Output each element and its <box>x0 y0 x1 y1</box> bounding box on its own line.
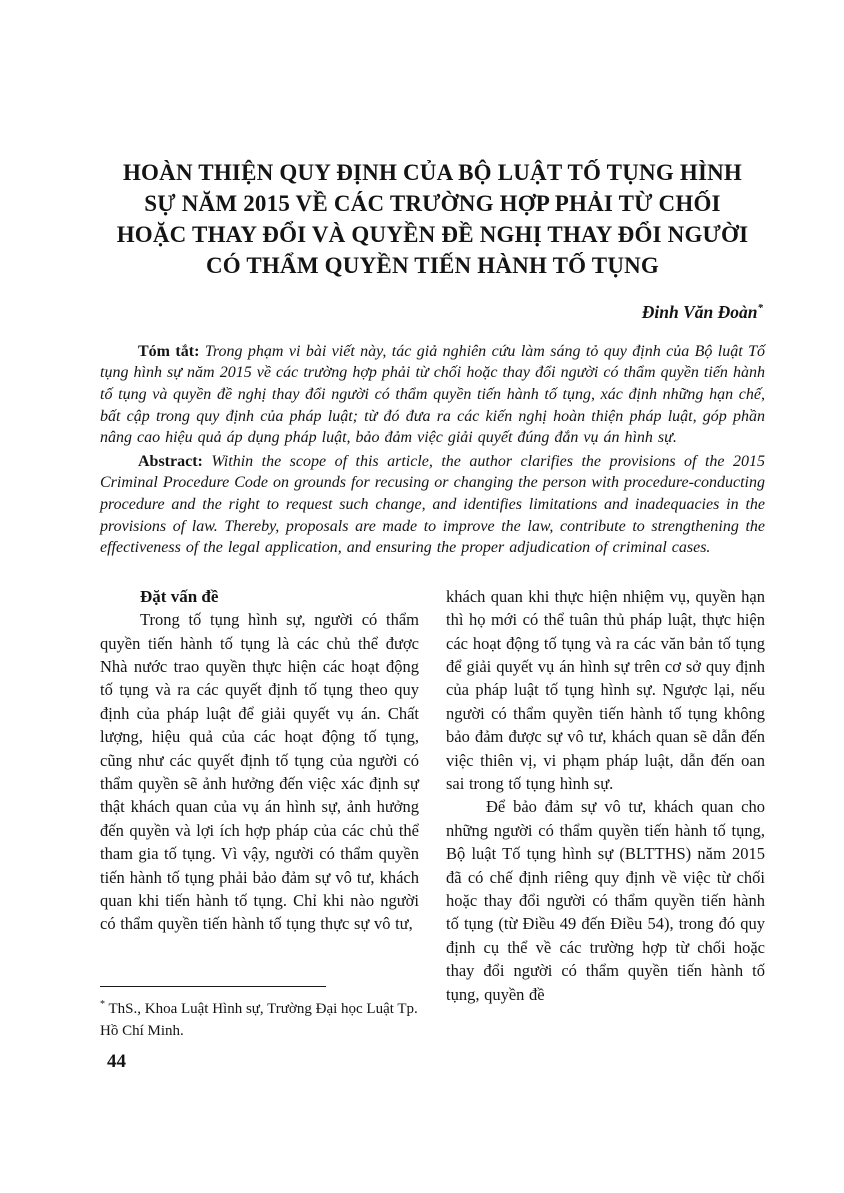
abstract-vi-label: Tóm tắt: <box>138 342 200 360</box>
title-line-2: SỰ NĂM 2015 VỀ CÁC TRƯỜNG HỢP PHẢI TỪ CHỐI <box>144 191 721 216</box>
author-footnote-mark: * <box>757 302 763 314</box>
body-paragraph-left: Trong tố tụng hình sự, người có thẩm quyền tiến hành tố tụng là các chủ thể được Nhà nước trao quyền thực hiện các hoạt động tố tụng và ra các quyết định tố tụng theo quy định của pháp luật để giải quyết vụ án. Chất lượng, hiệu quả của các hoạt động tố tụng, cũng như các quyết định tố tụng của người có thẩm quyền sẽ ảnh hưởng đến việc xác định sự thật khách quan của vụ án hình sự, ảnh hưởng đến quyền và lợi ích hợp pháp của các chủ thể tham gia tố tụng. Vì vậy, người có thẩm quyền tiến hành tố tụng phải bảo đảm sự vô tư, khách quan khi tiến hành tố tụng. Chỉ khi nào người có thẩm quyền tiến hành tố tụng thực sự vô tư, <box>100 610 419 934</box>
abstract-vietnamese <box>100 341 765 449</box>
footnote-rule <box>100 986 326 987</box>
title-line-4: CÓ THẨM QUYỀN TIẾN HÀNH TỐ TỤNG <box>205 253 660 278</box>
page-title <box>100 157 765 281</box>
abstract-en-label: Abstract: <box>138 452 203 470</box>
body-paragraph-right-continuation: khách quan khi thực hiện nhiệm vụ, quyền hạn thì họ mới có thể tuân thủ pháp luật, thực hiện các hoạt động tố tụng và ra các văn bản tố tụng để giải quyết vụ án hình sự trên cơ sở quy định của pháp luật tố tụng hình sự. Ngược lại, nếu người có thẩm quyền tiến hành tố tụng không bảo đảm được sự vô tư, khách quan sẽ dẫn đến việc thiên vị, vi phạm pháp luật, dẫn đến oan sai trong tố tụng hình sự. <box>446 586 765 794</box>
page-content <box>100 157 765 1006</box>
footnote-mark: * <box>100 999 105 1010</box>
body-columns <box>100 585 765 1006</box>
abstract-english <box>100 451 765 559</box>
footnote <box>100 994 430 1042</box>
footnote-block <box>100 986 430 1042</box>
author-name <box>100 297 763 323</box>
section-heading: Đặt vấn đề <box>140 586 219 606</box>
title-line-1: HOÀN THIỆN QUY ĐỊNH CỦA BỘ LUẬT TỐ TỤNG HÌNH <box>122 160 743 185</box>
title-line-3: HOẶC THAY ĐỔI VÀ QUYỀN ĐỀ NGHỊ THAY ĐỔI NGƯỜI <box>116 222 749 247</box>
body-column-left <box>100 585 419 1006</box>
body-column-right <box>446 585 765 1006</box>
page-number: 44 <box>107 1051 126 1072</box>
author-name-text: Đinh Văn Đoàn <box>641 301 758 322</box>
footnote-text: ThS., Khoa Luật Hình sự, Trường Đại học Luật Tp. Hồ Chí Minh. <box>100 1001 418 1039</box>
body-paragraph-right-2: Để bảo đảm sự vô tư, khách quan cho những người có thẩm quyền tiến hành tố tụng, Bộ luật Tố tụng hình sự (BLTTHS) năm 2015 đã có chế định riêng quy định về việc từ chối hoặc thay đổi người có thẩm quyền tiến hành tố tụng (từ Điều 49 đến Điều 54), trong đó quy định cụ thể về các trường hợp từ chối hoặc thay đổi người có thẩm quyền tiến hành tố tụng, quyền đề <box>446 797 765 1004</box>
abstract-en-text: Within the scope of this article, the author clarifies the provisions of the 2015 Criminal Procedure Code on grounds for recusing or changing the person with procedure-conducting procedure and the right to request such change, and identifies limitations and inadequacies in the provisions of law. Thereby, proposals are made to improve the law, contribute to strengthening the effectiveness of the legal application, and ensuring the proper adjudication of criminal cases. <box>100 452 766 557</box>
abstract-vi-text: Trong phạm vi bài viết này, tác giả nghiên cứu làm sáng tỏ quy định của Bộ luật Tố tụng hình sự năm 2015 về các trường hợp phải từ chối hoặc thay đổi người có thẩm quyền tiến hành tố tụng và quyền đề nghị thay đổi người có thẩm quyền tiến hành tố tụng, xác định những hạn chế, bất cập trong quy định của pháp luật; từ đó đưa ra các kiến nghị hoàn thiện pháp luật, góp phần nâng cao hiệu quả áp dụng pháp luật, bảo đảm việc giải quyết đúng đắn vụ án hình sự. <box>100 342 766 447</box>
